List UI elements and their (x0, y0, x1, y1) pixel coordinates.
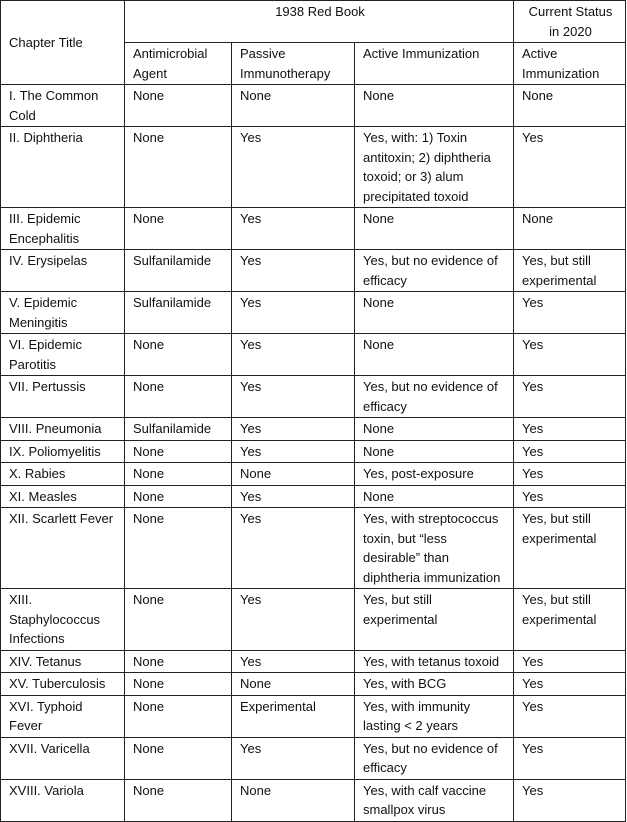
table-row (1, 292, 626, 334)
active-cell: Yes, but still experimental (355, 589, 514, 651)
passive-cell: Yes (232, 737, 355, 779)
status-2020-cell: Yes (514, 376, 626, 418)
passive-cell: Yes (232, 650, 355, 673)
antimicrobial-cell: None (125, 485, 232, 508)
antimicrobial-cell: Sulfanilamide (125, 250, 232, 292)
table-row (1, 334, 626, 376)
passive-header: Passive Immunotherapy (232, 43, 355, 85)
passive-cell: Yes (232, 418, 355, 441)
status-2020-cell: Yes (514, 334, 626, 376)
table-row (1, 440, 626, 463)
status-2020-cell: Yes (514, 440, 626, 463)
status-2020-cell: Yes (514, 650, 626, 673)
antimicrobial-cell: None (125, 463, 232, 486)
antimicrobial-header: Antimicrobial Agent (125, 43, 232, 85)
antimicrobial-cell: None (125, 650, 232, 673)
passive-cell: Yes (232, 250, 355, 292)
table-row (1, 650, 626, 673)
antimicrobial-cell: None (125, 376, 232, 418)
chapter-cell: XI. Measles (1, 485, 125, 508)
table-row (1, 418, 626, 441)
chapter-title-header: Chapter Title (1, 1, 125, 85)
active-cell: Yes, with BCG (355, 673, 514, 696)
chapter-cell: II. Diphtheria (1, 127, 125, 208)
antimicrobial-cell: None (125, 695, 232, 737)
chapter-cell: XII. Scarlett Fever (1, 508, 125, 589)
status-2020-cell: Yes (514, 485, 626, 508)
antimicrobial-cell: None (125, 334, 232, 376)
status-2020-cell: None (514, 85, 626, 127)
active-header: Active Immunization (355, 43, 514, 85)
active-cell: Yes, with streptococcus toxin, but “less desirable” than diphtheria immunization (355, 508, 514, 589)
active-cell: Yes, with immunity lasting < 2 years (355, 695, 514, 737)
status-2020-cell: Yes, but still experimental (514, 250, 626, 292)
status-2020-cell: None (514, 208, 626, 250)
passive-cell: Experimental (232, 695, 355, 737)
chapter-cell: XVIII. Variola (1, 779, 125, 821)
active-cell: None (355, 208, 514, 250)
table-row (1, 508, 626, 589)
chapter-cell: VI. Epidemic Parotitis (1, 334, 125, 376)
red-book-header: 1938 Red Book (125, 1, 514, 43)
passive-cell: Yes (232, 127, 355, 208)
antimicrobial-cell: None (125, 208, 232, 250)
active-cell: Yes, but no evidence of efficacy (355, 376, 514, 418)
active-cell: None (355, 292, 514, 334)
passive-cell: Yes (232, 589, 355, 651)
antimicrobial-cell: None (125, 508, 232, 589)
status-2020-cell: Yes (514, 418, 626, 441)
chapter-cell: XV. Tuberculosis (1, 673, 125, 696)
status-2020-cell: Yes (514, 127, 626, 208)
table-row (1, 127, 626, 208)
table-row (1, 208, 626, 250)
active-cell: None (355, 334, 514, 376)
passive-cell: Yes (232, 440, 355, 463)
chapter-cell: IX. Poliomyelitis (1, 440, 125, 463)
status-2020-cell: Yes, but still experimental (514, 508, 626, 589)
chapter-cell: XIII. Staphylococcus Infections (1, 589, 125, 651)
chapter-cell: III. Epidemic Encephalitis (1, 208, 125, 250)
passive-cell: Yes (232, 208, 355, 250)
table-row (1, 376, 626, 418)
antimicrobial-cell: Sulfanilamide (125, 418, 232, 441)
chapter-cell: XVII. Varicella (1, 737, 125, 779)
active-2020-header: Active Immunization (514, 43, 626, 85)
passive-cell: None (232, 779, 355, 821)
status-2020-cell: Yes (514, 673, 626, 696)
chapter-cell: I. The Common Cold (1, 85, 125, 127)
status-2020-cell: Yes (514, 463, 626, 486)
antimicrobial-cell: None (125, 589, 232, 651)
table-row (1, 85, 626, 127)
antimicrobial-cell: None (125, 673, 232, 696)
table-row (1, 779, 626, 821)
active-cell: Yes, with: 1) Toxin antitoxin; 2) diphtheria toxoid; or 3) alum precipitated toxoid (355, 127, 514, 208)
chapter-cell: XVI. Typhoid Fever (1, 695, 125, 737)
chapter-cell: VII. Pertussis (1, 376, 125, 418)
table-row (1, 463, 626, 486)
active-cell: None (355, 485, 514, 508)
table-row (1, 737, 626, 779)
chapter-cell: X. Rabies (1, 463, 125, 486)
status-2020-cell: Yes (514, 779, 626, 821)
active-cell: Yes, but no evidence of efficacy (355, 737, 514, 779)
chapter-cell: IV. Erysipelas (1, 250, 125, 292)
antimicrobial-cell: None (125, 440, 232, 463)
passive-cell: Yes (232, 485, 355, 508)
passive-cell: None (232, 463, 355, 486)
active-cell: Yes, with tetanus toxoid (355, 650, 514, 673)
status-2020-cell: Yes, but still experimental (514, 589, 626, 651)
active-cell: None (355, 85, 514, 127)
passive-cell: None (232, 673, 355, 696)
header-row-top (1, 1, 626, 43)
table-row (1, 589, 626, 651)
active-cell: Yes, but no evidence of efficacy (355, 250, 514, 292)
table-header (1, 1, 626, 85)
passive-cell: Yes (232, 508, 355, 589)
passive-cell: Yes (232, 376, 355, 418)
passive-cell: None (232, 85, 355, 127)
table-row (1, 695, 626, 737)
passive-cell: Yes (232, 334, 355, 376)
status-2020-cell: Yes (514, 292, 626, 334)
active-cell: Yes, post-exposure (355, 463, 514, 486)
table-row (1, 485, 626, 508)
passive-cell: Yes (232, 292, 355, 334)
status-2020-cell: Yes (514, 695, 626, 737)
chapter-cell: V. Epidemic Meningitis (1, 292, 125, 334)
table-row (1, 673, 626, 696)
chapter-cell: XIV. Tetanus (1, 650, 125, 673)
current-status-header: Current Status in 2020 (514, 1, 626, 43)
antimicrobial-cell: None (125, 127, 232, 208)
table-row (1, 250, 626, 292)
antimicrobial-cell: None (125, 779, 232, 821)
chapter-cell: VIII. Pneumonia (1, 418, 125, 441)
antimicrobial-cell: None (125, 85, 232, 127)
antimicrobial-cell: None (125, 737, 232, 779)
active-cell: None (355, 418, 514, 441)
status-2020-cell: Yes (514, 737, 626, 779)
active-cell: Yes, with calf vaccine smallpox virus (355, 779, 514, 821)
active-cell: None (355, 440, 514, 463)
antimicrobial-cell: Sulfanilamide (125, 292, 232, 334)
table-body (1, 85, 626, 822)
